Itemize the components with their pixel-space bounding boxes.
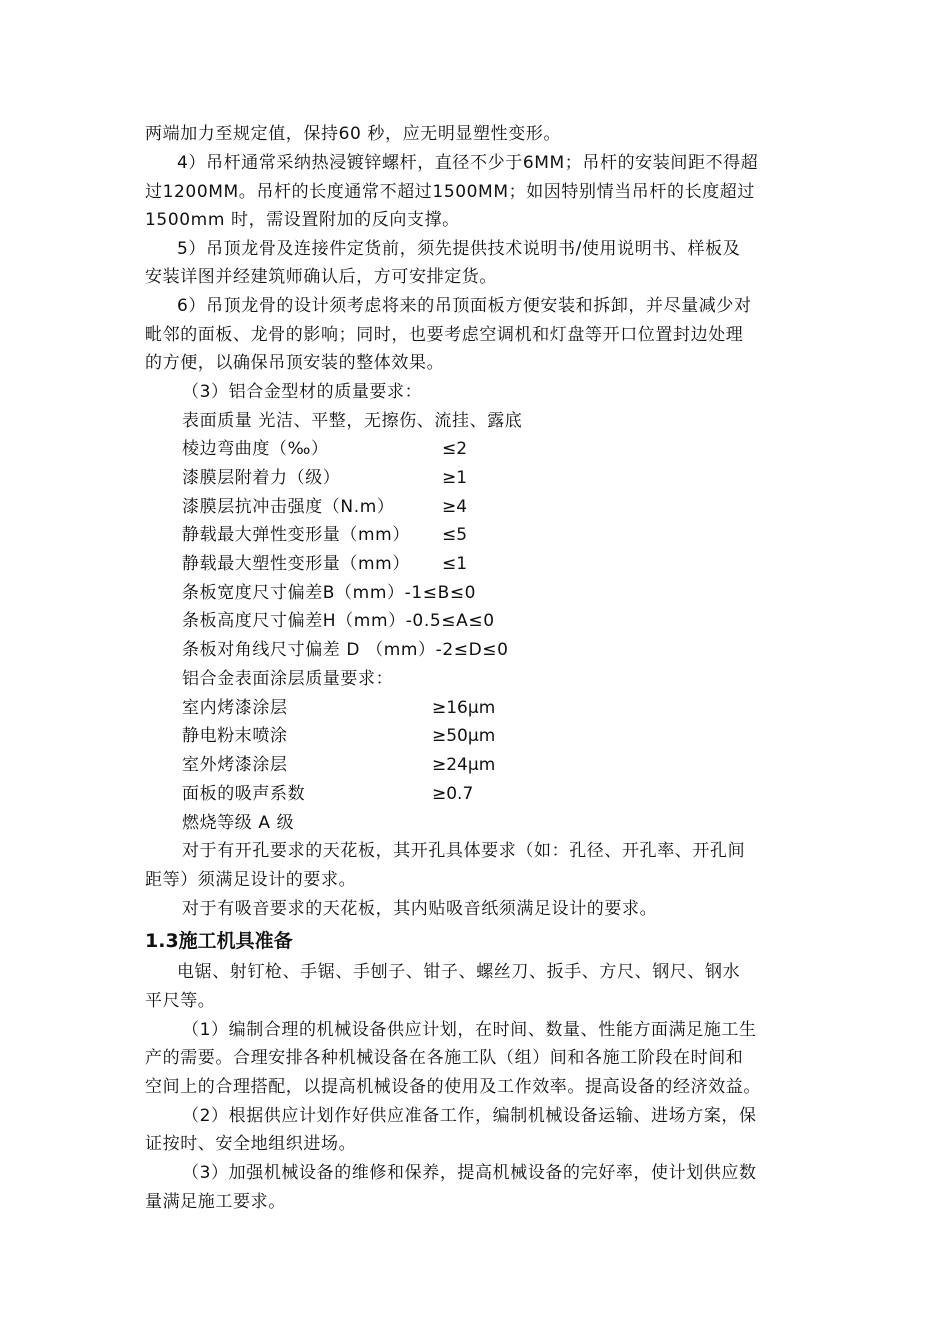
coating-label: 面板的吸声系数 [182, 784, 306, 804]
paragraph-line: 燃烧等级 A 级 [182, 813, 295, 833]
section-heading: 1.3施工机具准备 [145, 930, 293, 952]
subsection-title: 铝合金表面涂层质量要求： [182, 669, 394, 689]
dimension-row: 条板宽度尺寸偏差B（mm）-1≤B≤0 [182, 583, 477, 603]
spec-value: ≤5 [442, 525, 468, 545]
paragraph-line: 1500mm 时，需设置附加的反向支撑。 [145, 210, 460, 230]
dimension-row: 条板高度尺寸偏差H（mm）-0.5≤A≤0 [182, 611, 495, 631]
spec-label: 棱边弯曲度（‰） [182, 439, 329, 459]
dimension-row: 条板对角线尺寸偏差 D （mm）-2≤D≤0 [182, 640, 509, 660]
spec-value: ≥4 [442, 497, 468, 517]
coating-value: ≥50μm [432, 726, 496, 746]
paragraph-line: 4）吊杆通常采纳热浸镀锌螺杆，直径不少于6MM；吊杆的安装间距不得超 [177, 153, 759, 173]
coating-value: ≥24μm [432, 755, 496, 775]
paragraph-line: 6）吊顶龙骨的设计须考虑将来的吊顶面板方便安装和拆卸，并尽量减少对 [177, 296, 752, 316]
paragraph-line: （3）加强机械设备的维修和保养，提高机械设备的完好率，使计划供应数 [182, 1163, 757, 1183]
coating-value: ≥0.7 [432, 784, 474, 804]
paragraph-line: 5）吊顶龙骨及连接件定货前，须先提供技术说明书/使用说明书、样板及 [177, 239, 741, 259]
coating-label: 室外烤漆涂层 [182, 755, 288, 775]
paragraph-line: 安装详图并经建筑师确认后，方可安排定货。 [145, 267, 497, 287]
spec-label: 静载最大塑性变形量（mm） [182, 554, 410, 574]
paragraph-line: 平尺等。 [145, 991, 216, 1011]
paragraph-line: （1）编制合理的机械设备供应计划，在时间、数量、性能方面满足施工生 [182, 1020, 757, 1040]
spec-value: ≥1 [442, 468, 468, 488]
spec-label: 漆膜层抗冲击强度（N.m） [182, 497, 395, 517]
paragraph-line: 产的需要。合理安排各种机械设备在各施工队（组）间和各施工阶段在时间和 [145, 1048, 744, 1068]
paragraph-line: 两端加力至规定值，保持60 秒，应无明显塑性变形。 [145, 124, 562, 144]
spec-label: 静载最大弹性变形量（mm） [182, 525, 410, 545]
paragraph-line: 证按时、安全地组织进场。 [145, 1134, 357, 1154]
paragraph-line: 毗邻的面板、龙骨的影响；同时，也要考虑空调机和灯盘等开口位置封边处理 [145, 325, 744, 345]
paragraph-line: 量满足施工要求。 [145, 1192, 286, 1212]
coating-value: ≥16μm [432, 698, 496, 718]
spec-value: ≤2 [442, 439, 468, 459]
paragraph-line: 表面质量 光洁、平整，无擦伤、流挂、露底 [182, 411, 523, 431]
paragraph-line: 对于有吸音要求的天花板，其内贴吸音纸须满足设计的要求。 [182, 899, 658, 919]
spec-label: 漆膜层附着力（级） [182, 468, 341, 488]
paragraph-line: 电锯、射钉枪、手锯、手刨子、钳子、螺丝刀、扳手、方尺、钢尺、钢水 [177, 962, 741, 982]
subsection-title: （3）铝合金型材的质量要求： [182, 382, 423, 402]
paragraph-line: 对于有开孔要求的天花板，其开孔具体要求（如：孔径、开孔率、开孔间 [182, 841, 746, 861]
coating-label: 室内烤漆涂层 [182, 698, 288, 718]
spec-value: ≤1 [442, 554, 468, 574]
paragraph-line: 过1200MM。吊杆的长度通常不超过1500MM；如因特别情当吊杆的长度超过 [145, 182, 755, 202]
paragraph-line: 的方便，以确保吊顶安装的整体效果。 [145, 353, 445, 373]
coating-label: 静电粉末喷涂 [182, 726, 288, 746]
paragraph-line: 距等）须满足设计的要求。 [145, 870, 357, 890]
paragraph-line: （2）根据供应计划作好供应准备工作，编制机械设备运输、进场方案，保 [182, 1106, 757, 1126]
paragraph-line: 空间上的合理搭配，以提高机械设备的使用及工作效率。提高设备的经济效益。 [145, 1077, 761, 1097]
